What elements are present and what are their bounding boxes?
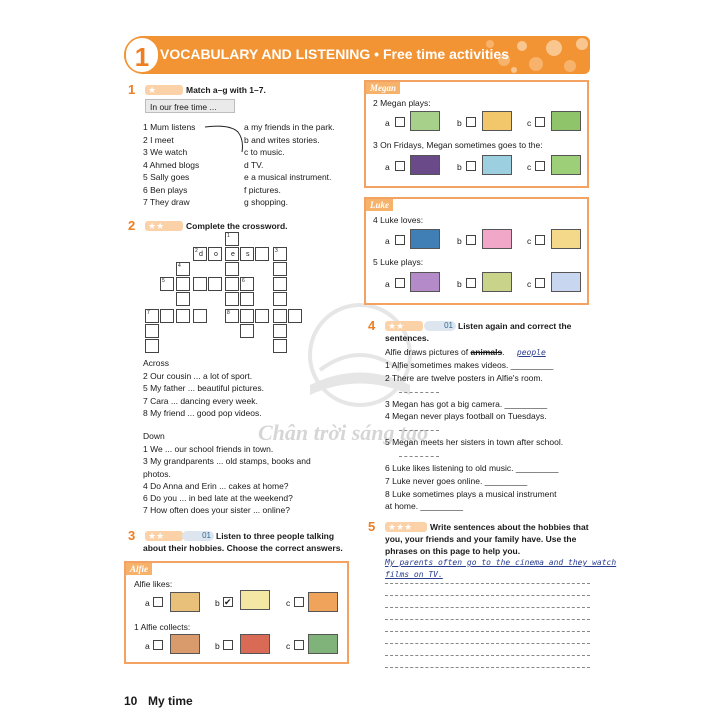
- option-letter: b: [457, 162, 462, 172]
- list-item: 7 Luke never goes online. _________: [385, 475, 528, 486]
- answer-checkbox[interactable]: [395, 278, 405, 288]
- pens-picture: [308, 634, 338, 654]
- list-item: a my friends in the park.: [244, 122, 335, 132]
- option-letter: a: [145, 598, 150, 608]
- option-letter: b: [457, 118, 462, 128]
- list-item: f pictures.: [244, 184, 281, 195]
- ex4-items: [385, 360, 563, 514]
- ex2-instruction: Complete the crossword.: [186, 221, 288, 231]
- crossword-cell[interactable]: [273, 309, 287, 323]
- crossword-cell[interactable]: [225, 292, 239, 306]
- ex2-stars: ★★: [145, 221, 183, 231]
- ex1-prompt: In our free time ...: [145, 99, 235, 113]
- audio-track-icon[interactable]: 01: [182, 531, 214, 541]
- crossword-cell[interactable]: [225, 277, 239, 291]
- ex5-example-line2: films on TV.: [385, 570, 443, 579]
- list-item: 1 We ... our school friends in town.: [143, 444, 274, 454]
- answer-checkbox[interactable]: [535, 117, 545, 127]
- writing-line[interactable]: [385, 595, 590, 596]
- ex2-number: 2: [128, 218, 136, 233]
- crossword-cell[interactable]: [193, 277, 207, 291]
- answer-checkbox[interactable]: [535, 161, 545, 171]
- ex3-stars: ★★: [145, 531, 183, 541]
- list-item: 3 My grandparents ... old stamps, books and: [143, 456, 311, 467]
- option-letter: b: [215, 641, 220, 651]
- ex1-number: 1: [128, 82, 136, 97]
- clue-number: 5: [162, 278, 165, 284]
- luke-q5: 5 Luke plays:: [373, 257, 424, 267]
- luke-tag: Luke: [366, 199, 393, 211]
- crossword-cell[interactable]: [273, 292, 287, 306]
- crossword-cell[interactable]: [255, 309, 269, 323]
- ex4-stars: ★★: [385, 321, 423, 331]
- list-item: 3 Megan has got a big camera. _________: [385, 398, 548, 409]
- option-letter: c: [527, 118, 532, 128]
- list-item: 6 Ben plays: [143, 184, 188, 195]
- list-item: 6 Luke likes listening to old music. _________: [385, 462, 559, 473]
- example-text: Alfie draws pictures of: [385, 347, 471, 357]
- crossword-cell[interactable]: [225, 309, 239, 323]
- crossword-cell[interactable]: [145, 309, 159, 323]
- ex5-stars: ★★★: [385, 522, 427, 532]
- list-item: photos.: [143, 468, 171, 479]
- crossword-cell[interactable]: [288, 309, 302, 323]
- option-letter: c: [527, 279, 532, 289]
- ex4-number: 4: [368, 318, 376, 333]
- list-item: d TV.: [244, 159, 264, 170]
- list-item: g shopping.: [244, 197, 288, 207]
- crossword-letter: o: [214, 251, 218, 258]
- section-number: 1: [124, 36, 160, 74]
- writing-line[interactable]: [385, 667, 590, 668]
- ex5-number: 5: [368, 519, 376, 534]
- answer-checkbox[interactable]: [466, 117, 476, 127]
- ex4-instruction-line1: Listen again and correct the: [458, 321, 572, 331]
- clue-number: 4: [178, 263, 181, 269]
- option-letter: b: [457, 236, 462, 246]
- alfie-tag: Alfie: [126, 563, 152, 575]
- dancing-picture: [551, 229, 581, 249]
- crossword-cell[interactable]: [160, 309, 174, 323]
- writing-line[interactable]: [385, 619, 590, 620]
- crossword-cell[interactable]: [240, 309, 254, 323]
- cinema-picture: [410, 155, 440, 175]
- ex1-instruction: Match a–g with 1–7.: [186, 85, 266, 95]
- list-item: 8 Luke sometimes plays a musical instrument: [385, 488, 557, 499]
- watermark-text: Chân trời sáng tạo: [258, 420, 429, 445]
- crossword-cell[interactable]: [193, 309, 207, 323]
- clue-number: 6: [242, 278, 245, 284]
- section-title: VOCABULARY AND LISTENING • Free time activities: [160, 46, 510, 62]
- option-letter: b: [457, 279, 462, 289]
- list-item: 4 Do Anna and Erin ... cakes at home?: [143, 480, 289, 491]
- down-clues: [143, 444, 311, 518]
- crossword-cell[interactable]: [176, 277, 190, 291]
- list-item: at home. _________: [385, 501, 463, 512]
- answer-checkbox[interactable]: [153, 597, 163, 607]
- writing-line[interactable]: [385, 583, 590, 584]
- luke-q4: 4 Luke loves:: [373, 215, 424, 225]
- megan-tag: Megan: [366, 82, 400, 94]
- writing-line[interactable]: [385, 631, 590, 632]
- clue-number: 1: [227, 233, 230, 239]
- example-answer: people: [516, 348, 546, 357]
- option-letter: c: [286, 641, 291, 651]
- music-notes-picture: [482, 229, 512, 249]
- answer-checkbox[interactable]: [535, 278, 545, 288]
- ex5-instruction-line2: you, your friends and your family have. Use the: [385, 534, 577, 544]
- ex5-example-line1: My parents often go to the cinema and they watch: [385, 558, 617, 567]
- answer-line[interactable]: [399, 456, 439, 457]
- crossword-cell[interactable]: [273, 277, 287, 291]
- video-camera-picture: [308, 592, 338, 612]
- option-letter: b: [215, 598, 220, 608]
- answer-line[interactable]: [399, 430, 439, 431]
- list-item: c to music.: [244, 147, 285, 157]
- list-item: 5 Megan meets her sisters in town after school.: [385, 437, 564, 448]
- ex1-right-list: [244, 122, 335, 210]
- list-item: 1 Alfie sometimes makes videos. _________: [385, 360, 554, 370]
- crossword-letter: d: [199, 251, 203, 258]
- list-item: 7 Cara ... dancing every week.: [143, 395, 258, 406]
- megan-q3: 3 On Fridays, Megan sometimes goes to the:: [373, 140, 543, 150]
- crossword-cell[interactable]: [208, 247, 222, 261]
- crossword-cell[interactable]: [176, 262, 190, 276]
- list-item: 7 They draw: [143, 197, 190, 207]
- option-letter: a: [385, 118, 390, 128]
- crossword-cell[interactable]: [145, 339, 159, 353]
- ex5-instruction-line1: Write sentences about the hobbies that: [430, 522, 589, 532]
- option-letter: a: [385, 279, 390, 289]
- crossword-cell[interactable]: [225, 247, 239, 261]
- crossword-letter: s: [246, 251, 250, 258]
- clue-number: 3: [275, 248, 278, 254]
- clue-number: 8: [227, 310, 230, 316]
- crossword-cell[interactable]: [208, 277, 222, 291]
- down-heading: Down: [143, 431, 165, 441]
- drawing-picture: [240, 590, 270, 610]
- answer-checkbox[interactable]: [223, 640, 233, 650]
- answer-checkbox-ticked[interactable]: ✔: [224, 597, 232, 607]
- answer-checkbox[interactable]: [395, 117, 405, 127]
- list-item: 1 Mum listens: [143, 122, 196, 132]
- guitar-picture: [410, 272, 440, 292]
- crossword-cell[interactable]: [225, 262, 239, 276]
- answer-checkbox[interactable]: [535, 235, 545, 245]
- crossword-cell[interactable]: [176, 292, 190, 306]
- answer-checkbox[interactable]: [294, 640, 304, 650]
- list-item: e a musical instrument.: [244, 172, 332, 182]
- crossword-letter: e: [231, 251, 235, 258]
- writing-line[interactable]: [385, 607, 590, 608]
- alfie-q0: Alfie likes:: [134, 579, 173, 589]
- crossword-cell[interactable]: [273, 262, 287, 276]
- clue-number: 2: [195, 248, 198, 254]
- crossword-cell[interactable]: [240, 247, 254, 261]
- tv-picture: [410, 229, 440, 249]
- ex4-example: Alfie draws pictures of animals. people: [385, 347, 546, 357]
- ex3-instruction-line1: Listen to three people talking: [216, 531, 335, 541]
- ex4-instruction-line2: sentences.: [385, 333, 429, 343]
- option-letter: c: [527, 162, 532, 172]
- violin-picture: [482, 272, 512, 292]
- audio-track-icon[interactable]: 01: [424, 321, 456, 331]
- list-item: 2 There are twelve posters in Alfie's room.: [385, 372, 543, 383]
- crossword-cell[interactable]: [240, 292, 254, 306]
- crossword-cell[interactable]: [273, 247, 287, 261]
- ex3-instruction-line2: about their hobbies. Choose the correct answers.: [143, 543, 343, 553]
- page-number: 10: [124, 694, 138, 708]
- list-item: 8 My friend ... good pop videos.: [143, 407, 262, 418]
- ex1-stars: ★: [145, 85, 183, 95]
- option-letter: a: [385, 162, 390, 172]
- paint-set-picture: [170, 592, 200, 612]
- crossword-cell[interactable]: [225, 232, 239, 246]
- across-heading: Across: [143, 358, 169, 368]
- list-item: 5 Sally goes: [143, 172, 190, 182]
- piano-picture: [551, 272, 581, 292]
- crossword-cell[interactable]: [145, 324, 159, 338]
- across-clues: [143, 371, 264, 420]
- example-match-line: [200, 122, 250, 157]
- crossword-cell[interactable]: [240, 277, 254, 291]
- answer-checkbox[interactable]: [466, 278, 476, 288]
- tennis-picture: [410, 111, 440, 131]
- ex3-number: 3: [128, 528, 136, 543]
- ex5-writing-lines[interactable]: [385, 583, 590, 679]
- list-item: 4 Megan never plays football on Tuesdays.: [385, 411, 547, 422]
- crossword-cell[interactable]: [240, 324, 254, 338]
- list-item: 7 How often does your sister ... online?: [143, 505, 290, 516]
- posters-picture: [240, 634, 270, 654]
- megan-q2: 2 Megan plays:: [373, 98, 431, 108]
- alfie-q1: 1 Alfie collects:: [134, 622, 191, 632]
- list-item: b and writes stories.: [244, 134, 320, 145]
- answer-line[interactable]: [399, 392, 439, 393]
- option-letter: c: [286, 598, 291, 608]
- list-item: 3 We watch: [143, 147, 188, 157]
- answer-checkbox[interactable]: [395, 161, 405, 171]
- option-letter: a: [145, 641, 150, 651]
- option-letter: a: [385, 236, 390, 246]
- answer-checkbox[interactable]: [466, 161, 476, 171]
- list-item: 6 Do you ... in bed late at the weekend?: [143, 493, 293, 504]
- answer-checkbox[interactable]: [466, 235, 476, 245]
- ex1-left-list: [143, 122, 199, 210]
- pool-picture: [482, 155, 512, 175]
- answer-checkbox[interactable]: [395, 235, 405, 245]
- crossword-cell[interactable]: [160, 277, 174, 291]
- football-picture: [551, 111, 581, 131]
- crossword-cell[interactable]: [255, 247, 269, 261]
- basketball-picture: [482, 111, 512, 131]
- clue-number: 7: [147, 310, 150, 316]
- list-item: 4 Ahmed blogs: [143, 159, 200, 170]
- writing-line[interactable]: [385, 655, 590, 656]
- ex5-instruction-line3: phrases on this page to help you.: [385, 546, 521, 556]
- answer-checkbox[interactable]: [294, 597, 304, 607]
- crossword-cell[interactable]: [273, 324, 287, 338]
- list-item: 2 Our cousin ... a lot of sport.: [143, 371, 253, 381]
- crossword-cell[interactable]: [193, 247, 207, 261]
- answer-checkbox[interactable]: [153, 640, 163, 650]
- example-wrong-word: animals: [470, 347, 503, 357]
- list-item: 2 I meet: [143, 134, 174, 145]
- stamps-picture: [170, 634, 200, 654]
- park-picture: [551, 155, 581, 175]
- list-item: 5 My father ... beautiful pictures.: [143, 383, 264, 394]
- crossword-cell[interactable]: [176, 309, 190, 323]
- section-banner: [124, 36, 590, 74]
- page-footer-title: My time: [148, 694, 193, 708]
- writing-line[interactable]: [385, 643, 590, 644]
- crossword-cell[interactable]: [273, 339, 287, 353]
- option-letter: c: [527, 236, 532, 246]
